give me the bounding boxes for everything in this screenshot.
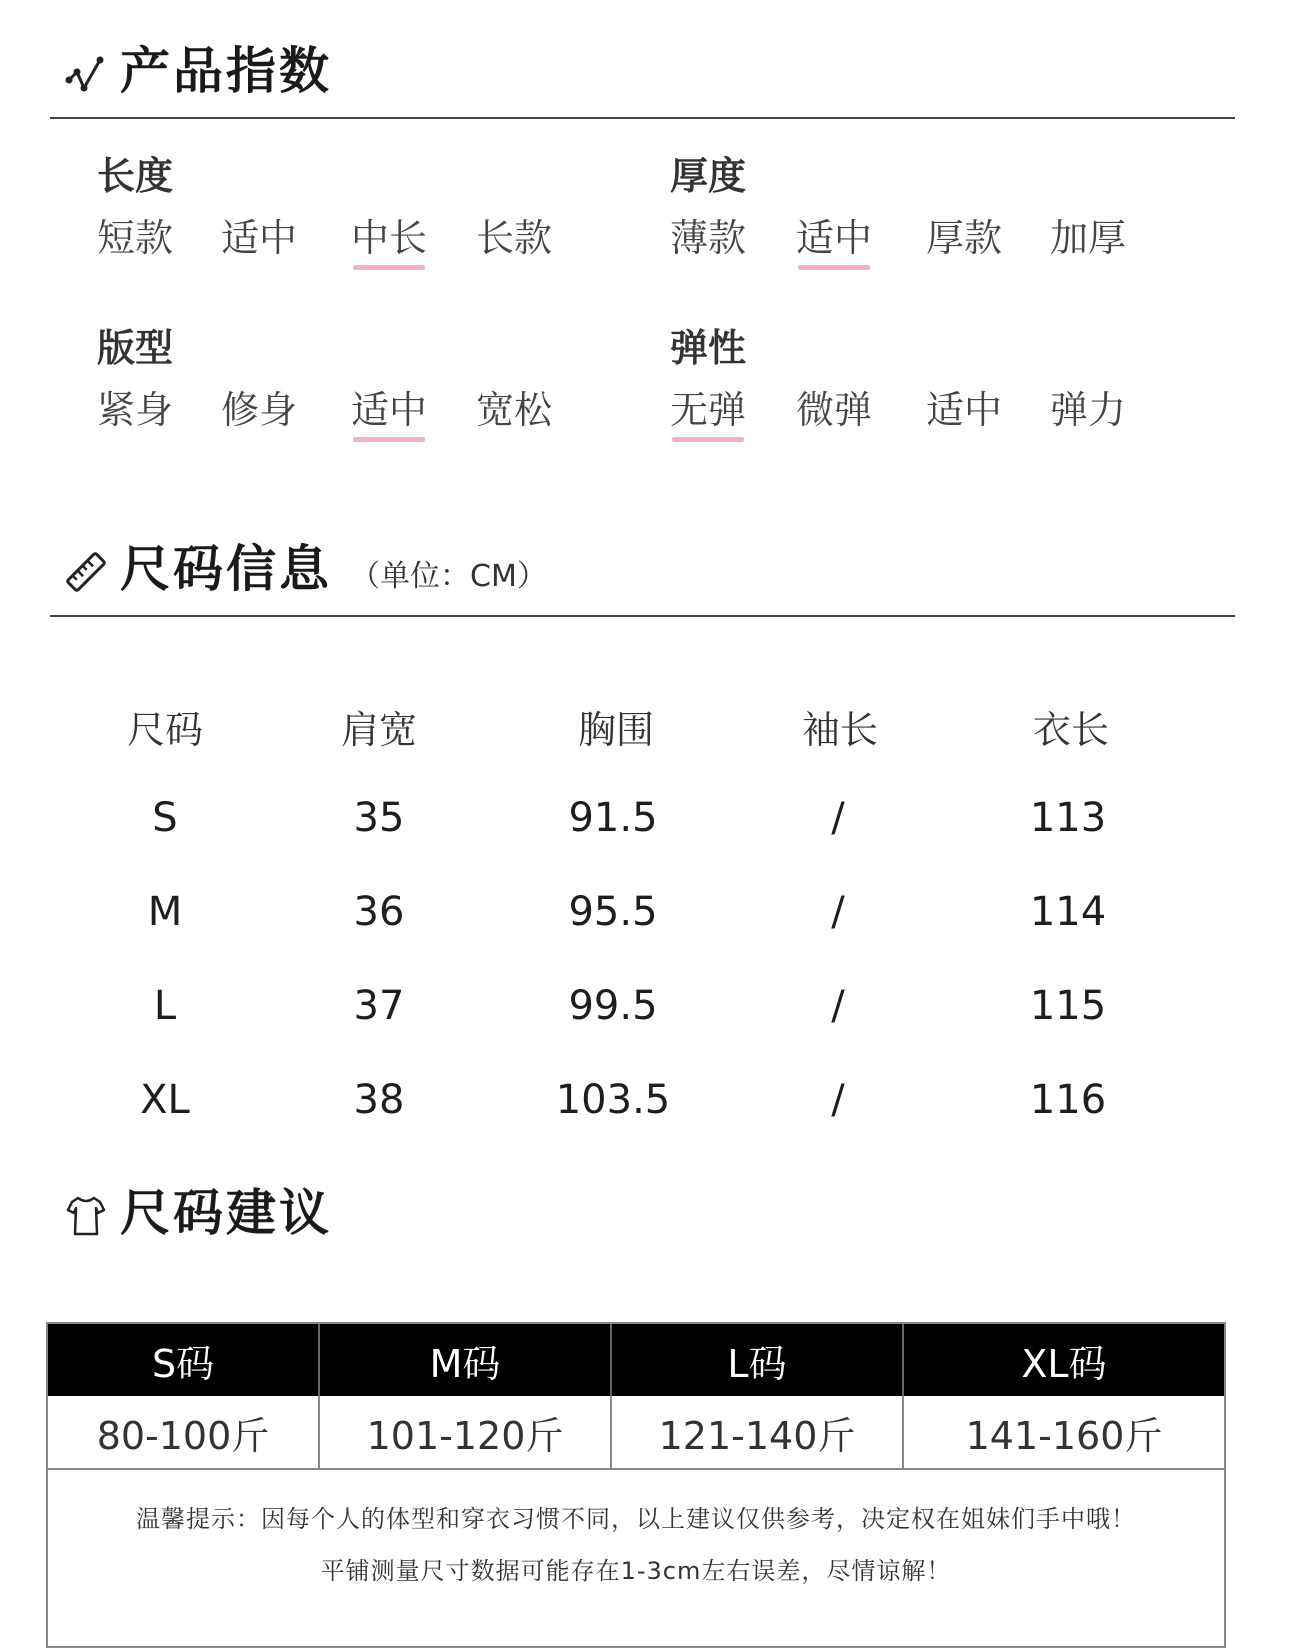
table-row bbox=[50, 788, 1235, 886]
table-row bbox=[50, 1070, 1235, 1168]
table-cell: 103.5 bbox=[555, 1077, 671, 1123]
column-header: 肩宽 bbox=[340, 708, 417, 752]
attr-option-selected: 中长 bbox=[351, 216, 428, 260]
divider bbox=[50, 615, 1235, 617]
attr-option-selected: 无弹 bbox=[670, 388, 747, 432]
size-label: M码 bbox=[320, 1324, 612, 1396]
attr-option: 弹力 bbox=[1050, 388, 1127, 432]
size-info-title: 尺码信息 bbox=[120, 540, 332, 598]
divider bbox=[50, 117, 1235, 119]
attr-option: 紧身 bbox=[97, 388, 174, 432]
ruler-icon bbox=[64, 550, 108, 594]
size-label: L码 bbox=[612, 1324, 904, 1396]
table-cell: 114 bbox=[1029, 889, 1107, 935]
chart-line-icon bbox=[64, 52, 108, 96]
weight-range: 101-120斤 bbox=[320, 1396, 612, 1468]
column-header: 尺码 bbox=[126, 708, 203, 752]
attr-option: 微弹 bbox=[796, 388, 873, 432]
table-cell: 99.5 bbox=[568, 983, 658, 1029]
size-advice-header-row bbox=[48, 1324, 1224, 1396]
table-cell: 91.5 bbox=[568, 795, 658, 841]
table-cell: 95.5 bbox=[568, 889, 658, 935]
table-cell: / bbox=[831, 983, 845, 1029]
attr-option: 修身 bbox=[221, 388, 298, 432]
dress-icon bbox=[64, 1194, 108, 1238]
note-text: 平铺测量尺寸数据可能存在1-3cm左右误差，尽情谅解！ bbox=[320, 1557, 952, 1585]
column-header: 袖长 bbox=[801, 708, 878, 752]
size-advice-notes bbox=[48, 1470, 1224, 1646]
table-row bbox=[50, 976, 1235, 1074]
attr-group-fit bbox=[97, 324, 637, 446]
attr-group-thickness bbox=[670, 152, 1210, 274]
weight-range: 80-100斤 bbox=[48, 1396, 320, 1468]
attr-group-elasticity bbox=[670, 324, 1210, 446]
product-index-header bbox=[64, 42, 332, 100]
table-cell: 115 bbox=[1029, 983, 1107, 1029]
weight-range: 141-160斤 bbox=[965, 1413, 1163, 1458]
size-table-header bbox=[50, 700, 1235, 798]
size-table bbox=[50, 700, 1235, 1168]
attr-option-selected: 适中 bbox=[351, 388, 428, 432]
size-advice-title: 尺码建议 bbox=[120, 1184, 332, 1242]
table-cell: 36 bbox=[353, 889, 405, 935]
size-info-unit: （单位：CM） bbox=[350, 559, 547, 594]
attr-option: 短款 bbox=[97, 216, 174, 260]
attr-label: 厚度 bbox=[670, 154, 747, 198]
column-header: 胸围 bbox=[577, 708, 654, 752]
table-cell: L bbox=[153, 983, 177, 1029]
attr-option: 加厚 bbox=[1050, 216, 1127, 260]
size-advice-header bbox=[64, 1184, 332, 1242]
table-cell: M bbox=[147, 889, 183, 935]
attr-label: 弹性 bbox=[670, 326, 747, 370]
table-cell: 38 bbox=[353, 1077, 405, 1123]
attr-option: 适中 bbox=[926, 388, 1003, 432]
attr-label: 长度 bbox=[97, 154, 174, 198]
column-header: 衣长 bbox=[1032, 708, 1109, 752]
attr-group-length bbox=[97, 152, 637, 274]
table-cell: 113 bbox=[1029, 795, 1107, 841]
table-cell: S bbox=[152, 795, 178, 841]
attr-option-selected: 适中 bbox=[796, 216, 873, 260]
note-text: 温馨提示：因每个人的体型和穿衣习惯不同，以上建议仅供参考，决定权在姐妹们手中哦！ bbox=[136, 1505, 1136, 1533]
attr-option: 厚款 bbox=[926, 216, 1003, 260]
size-advice-weight-row bbox=[48, 1396, 1224, 1470]
size-info-header bbox=[64, 540, 547, 598]
attr-option: 长款 bbox=[476, 216, 553, 260]
table-cell: / bbox=[831, 889, 845, 935]
weight-range: 121-140斤 bbox=[612, 1396, 904, 1468]
size-label: XL码 bbox=[1021, 1341, 1107, 1386]
table-row bbox=[50, 882, 1235, 980]
table-cell: XL bbox=[140, 1077, 190, 1123]
attr-label: 版型 bbox=[97, 326, 174, 370]
table-cell: / bbox=[831, 1077, 845, 1123]
table-cell: 37 bbox=[353, 983, 405, 1029]
attr-option: 宽松 bbox=[476, 388, 553, 432]
size-advice-table bbox=[46, 1322, 1226, 1648]
attr-option: 适中 bbox=[221, 216, 298, 260]
size-label: S码 bbox=[48, 1324, 320, 1396]
table-cell: 35 bbox=[353, 795, 405, 841]
attr-option: 薄款 bbox=[670, 216, 747, 260]
table-cell: 116 bbox=[1029, 1077, 1107, 1123]
table-cell: / bbox=[831, 795, 845, 841]
product-index-title: 产品指数 bbox=[120, 42, 332, 100]
